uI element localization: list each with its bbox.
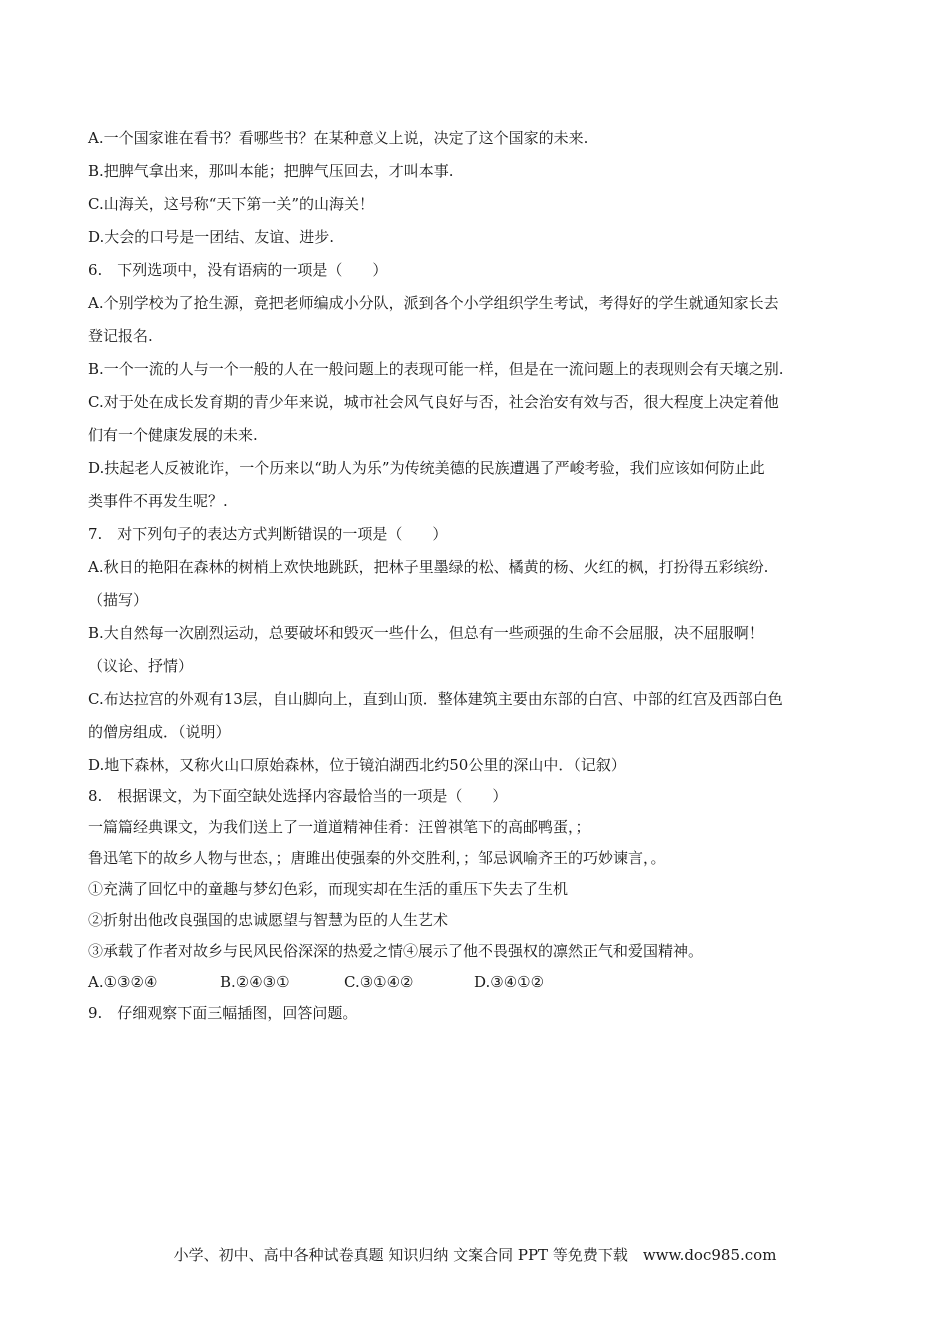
q6-option-d: D.扶起老人反被讹诈，一个历来以“助人为乐”为传统美德的民族遭遇了严峻考验，我们应该如何防止此: [88, 459, 765, 477]
exam-page: [88, 128, 868, 1023]
q6-option-a: A.个别学校为了抢生源，竟把老师编成小分队，派到各个小学组织学生考试，考得好的学生就通知家长去: [88, 294, 779, 312]
q8-choice-b: B.②④③①: [220, 973, 290, 991]
q9-stem: 9. 仔细观察下面三幅插图，回答问题。: [88, 1004, 358, 1022]
q7-stem: 7. 对下列句子的表达方式判断错误的一项是（ ）: [88, 525, 448, 543]
q6-option-d-cont: 类事件不再发生呢？.: [88, 492, 228, 510]
q6-option-c-cont: 们有一个健康发展的未来.: [88, 426, 258, 444]
q8-choice-d: D.③④①②: [474, 973, 545, 991]
q5-option-a: A.一个国家谁在看书？看哪些书？在某种意义上说，决定了这个国家的未来.: [88, 129, 589, 147]
q6-option-a-cont: 登记报名.: [88, 327, 153, 345]
q8-item-2: ②折射出他改良强国的忠诚愿望与智慧为臣的人生艺术: [88, 911, 449, 929]
q7-option-d: D.地下森林，又称火山口原始森林，位于镜泊湖西北约50公里的深山中．（记叙）: [88, 756, 626, 774]
q8-passage-line1: 一篇篇经典课文，为我们送上了一道道精神佳肴：汪曾祺笔下的高邮鸭蛋，；: [88, 818, 591, 836]
q7-option-b: B.大自然每一次剧烈运动，总要破坏和毁灭一些什么，但总有一些顽强的生命不会屈服，决不屈服啊！: [88, 624, 764, 642]
q7-option-c: C.布达拉宫的外观有13层，自山脚向上，直到山顶．整体建筑主要由东部的白宫、中部的红宫及西部白色: [88, 690, 783, 708]
q8-item-3-4: ③承载了作者对故乡与民风民俗深深的热爱之情④展示了他不畏强权的凛然正气和爱国精神。: [88, 942, 704, 960]
q8-stem: 8. 根据课文，为下面空缺处选择内容最恰当的一项是（ ）: [88, 787, 508, 805]
q5-option-d: D.大会的口号是一团结、友谊、进步.: [88, 228, 335, 246]
q6-option-c: C.对于处在成长发育期的青少年来说，城市社会风气良好与否，社会治安有效与否，很大程度上决定着他: [88, 393, 779, 411]
q8-choices: [88, 972, 868, 992]
q7-option-c-cont: 的僧房组成．（说明）: [88, 723, 231, 741]
page-footer: 小学、初中、高中各种试卷真题 知识归纳 文案合同 PPT 等免费下载 www.doc985.com: [173, 1246, 777, 1264]
q6-option-b: B.一个一流的人与一个一般的人在一般问题上的表现可能一样，但是在一流问题上的表现则会有天壤之别.: [88, 360, 784, 378]
q5-option-b: B.把脾气拿出来，那叫本能；把脾气压回去，才叫本事.: [88, 162, 454, 180]
q7-option-a-cont: （描写）: [88, 591, 149, 609]
q8-item-1: ①充满了回忆中的童趣与梦幻色彩，而现实却在生活的重压下失去了生机: [88, 880, 569, 898]
q6-stem: 6. 下列选项中，没有语病的一项是（ ）: [88, 261, 388, 279]
q8-passage-line2: 鲁迅笔下的故乡人物与世态，；唐雎出使强秦的外交胜利，；邹忌讽喻齐王的巧妙谏言，。: [88, 849, 666, 867]
q7-option-b-cont: （议论、抒情）: [88, 657, 194, 675]
q8-choice-a: A.①③②④: [88, 973, 158, 991]
q5-option-c: C.山海关，这号称“天下第一关”的山海关！: [88, 195, 375, 213]
q8-choice-c: C.③①④②: [344, 973, 414, 991]
q7-option-a: A.秋日的艳阳在森林的树梢上欢快地跳跃，把林子里墨绿的松、橘黄的杨、火红的枫，打扮得五彩缤纷.: [88, 558, 769, 576]
